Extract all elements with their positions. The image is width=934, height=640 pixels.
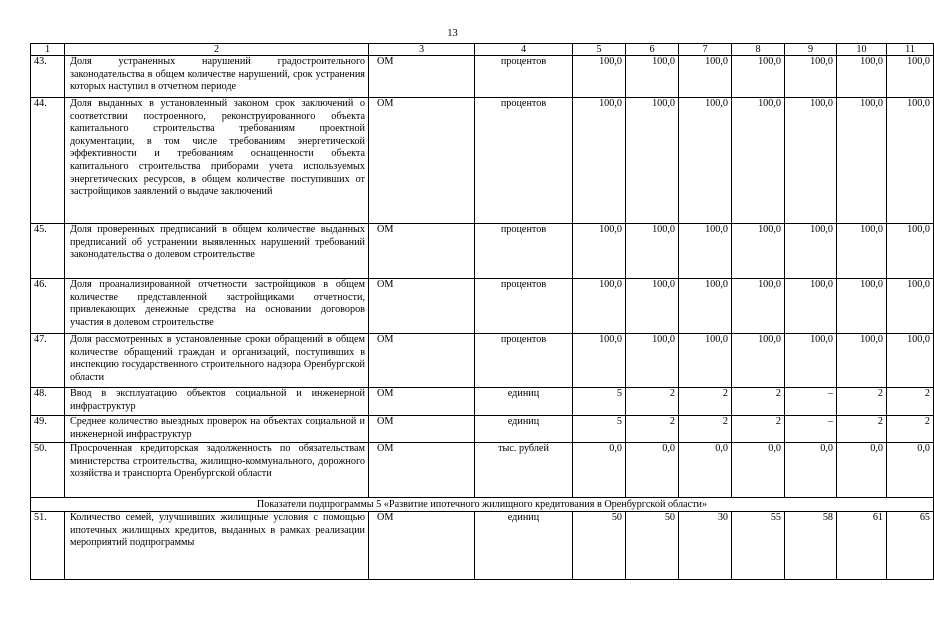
row-source: ОМ (369, 56, 475, 98)
row-value: 100,0 (785, 279, 837, 334)
row-source: ОМ (369, 279, 475, 334)
table-row (31, 56, 934, 98)
row-value: 0,0 (573, 443, 626, 498)
row-number: 50. (31, 443, 65, 498)
table-row (31, 334, 934, 388)
row-number: 51. (31, 512, 65, 580)
column-header: 8 (732, 44, 785, 56)
row-value: 100,0 (626, 279, 679, 334)
row-description: Доля проанализированной отчетности застройщиков в общем количестве представленной застройщиками отчетности, привлекающих денежные средства на основании договоров участия в долевом строительстве (65, 279, 369, 334)
row-value: 61 (837, 512, 887, 580)
row-value: 2 (837, 416, 887, 443)
row-value: 65 (887, 512, 934, 580)
row-value: 100,0 (679, 98, 732, 224)
row-description: Ввод в эксплуатацию объектов социальной и инженерной инфраструктур (65, 388, 369, 416)
row-source: ОМ (369, 512, 475, 580)
column-header: 11 (887, 44, 934, 56)
row-unit: процентов (475, 98, 573, 224)
row-value: 0,0 (626, 443, 679, 498)
table-body (31, 44, 934, 580)
row-unit: единиц (475, 512, 573, 580)
row-description: Среднее количество выездных проверок на объектах социальной и инженерной инфраструктур (65, 416, 369, 443)
row-value: 2 (887, 416, 934, 443)
row-value: 2 (732, 416, 785, 443)
row-description: Доля устраненных нарушений градостроительного законодательства в общем количестве нарушений, срок устранения которых наступил в отчетном периоде (65, 56, 369, 98)
row-value: 100,0 (573, 334, 626, 388)
row-value: 0,0 (679, 443, 732, 498)
row-number: 48. (31, 388, 65, 416)
table-row (31, 388, 934, 416)
column-header-row (31, 44, 934, 56)
row-unit: единиц (475, 416, 573, 443)
row-value: 100,0 (785, 98, 837, 224)
table-row (31, 512, 934, 580)
row-value: 0,0 (732, 443, 785, 498)
row-description: Доля проверенных предписаний в общем количестве выданных предписаний об устранении выявленных нарушений требований законодательства о долевом строительстве (65, 224, 369, 279)
column-header: 5 (573, 44, 626, 56)
row-unit: процентов (475, 334, 573, 388)
row-value: 100,0 (679, 224, 732, 279)
table-row (31, 443, 934, 498)
column-header: 6 (626, 44, 679, 56)
row-value: 100,0 (785, 334, 837, 388)
row-unit: единиц (475, 388, 573, 416)
row-unit: процентов (475, 224, 573, 279)
row-number: 43. (31, 56, 65, 98)
row-value: 100,0 (887, 98, 934, 224)
row-value: 2 (887, 388, 934, 416)
row-value: 2 (626, 416, 679, 443)
row-number: 46. (31, 279, 65, 334)
row-source: ОМ (369, 224, 475, 279)
row-value: 100,0 (887, 56, 934, 98)
row-value: 0,0 (837, 443, 887, 498)
row-value: 100,0 (679, 334, 732, 388)
row-value: 2 (679, 416, 732, 443)
row-number: 45. (31, 224, 65, 279)
row-value: 5 (573, 388, 626, 416)
row-value: 100,0 (887, 279, 934, 334)
row-value: 100,0 (573, 224, 626, 279)
row-value: 0,0 (887, 443, 934, 498)
row-description: Количество семей, улучшивших жилищные условия с помощью ипотечных жилищных кредитов, выданных в рамках реализации мероприятий подпрограммы (65, 512, 369, 580)
column-header: 2 (65, 44, 369, 56)
row-description: Доля рассмотренных в установленные сроки обращений в общем количестве обращений граждан и организаций, поступивших в инспекцию государственного строительного надзора Оренбургской области (65, 334, 369, 388)
row-value: 100,0 (732, 56, 785, 98)
row-value: 100,0 (626, 224, 679, 279)
row-value: 2 (679, 388, 732, 416)
row-value: 0,0 (785, 443, 837, 498)
row-value: 100,0 (573, 279, 626, 334)
row-description: Просроченная кредиторская задолженность по обязательствам министерства строительства, жилищно-коммунального, дорожного хозяйства и транспорта Оренбургской области (65, 443, 369, 498)
row-value: 100,0 (785, 224, 837, 279)
row-source: ОМ (369, 388, 475, 416)
table-row (31, 98, 934, 224)
section-header-row (31, 498, 934, 512)
row-value: 5 (573, 416, 626, 443)
row-value: 2 (732, 388, 785, 416)
table-row (31, 224, 934, 279)
row-source: ОМ (369, 98, 475, 224)
row-number: 44. (31, 98, 65, 224)
row-value: 100,0 (626, 56, 679, 98)
page-number: 13 (447, 28, 458, 39)
row-unit: процентов (475, 279, 573, 334)
row-value: 100,0 (732, 98, 785, 224)
row-value: 100,0 (732, 279, 785, 334)
row-value: 100,0 (732, 334, 785, 388)
column-header: 1 (31, 44, 65, 56)
section-title: Показатели подпрограммы 5 «Развитие ипотечного жилищного кредитования в Оренбургской области» (31, 498, 934, 512)
row-value: 100,0 (626, 334, 679, 388)
row-value: 100,0 (887, 224, 934, 279)
indicators-table (30, 43, 934, 580)
column-header: 10 (837, 44, 887, 56)
table-row (31, 279, 934, 334)
row-number: 49. (31, 416, 65, 443)
row-source: ОМ (369, 443, 475, 498)
row-value: 100,0 (679, 56, 732, 98)
row-description: Доля выданных в установленный законом срок заключений о соответствии построенного, реконструированного объекта капитального строительства требованиям проектной документации, в том числе требованиям энергетической эффективности и требованиям оснащенности объекта капитального строительства приборами учета используемых энергетических ресурсов, в общем количестве поступивших от застройщиков заявлений о выдаче заключений (65, 98, 369, 224)
row-value: 100,0 (837, 98, 887, 224)
row-value: 100,0 (837, 334, 887, 388)
row-value: 50 (573, 512, 626, 580)
row-value: 2 (626, 388, 679, 416)
row-value: 100,0 (626, 98, 679, 224)
row-value: 50 (626, 512, 679, 580)
row-source: ОМ (369, 334, 475, 388)
row-source: ОМ (369, 416, 475, 443)
row-value: 100,0 (837, 224, 887, 279)
row-value: 100,0 (679, 279, 732, 334)
row-value: 58 (785, 512, 837, 580)
row-value: 100,0 (573, 56, 626, 98)
column-header: 9 (785, 44, 837, 56)
column-header: 4 (475, 44, 573, 56)
row-number: 47. (31, 334, 65, 388)
row-value: 55 (732, 512, 785, 580)
row-value: 30 (679, 512, 732, 580)
row-value: – (785, 416, 837, 443)
row-value: 100,0 (573, 98, 626, 224)
row-value: 100,0 (837, 279, 887, 334)
row-value: – (785, 388, 837, 416)
column-header: 3 (369, 44, 475, 56)
row-value: 2 (837, 388, 887, 416)
row-value: 100,0 (887, 334, 934, 388)
row-unit: процентов (475, 56, 573, 98)
table-row (31, 416, 934, 443)
row-unit: тыс. рублей (475, 443, 573, 498)
row-value: 100,0 (732, 224, 785, 279)
column-header: 7 (679, 44, 732, 56)
row-value: 100,0 (785, 56, 837, 98)
row-value: 100,0 (837, 56, 887, 98)
